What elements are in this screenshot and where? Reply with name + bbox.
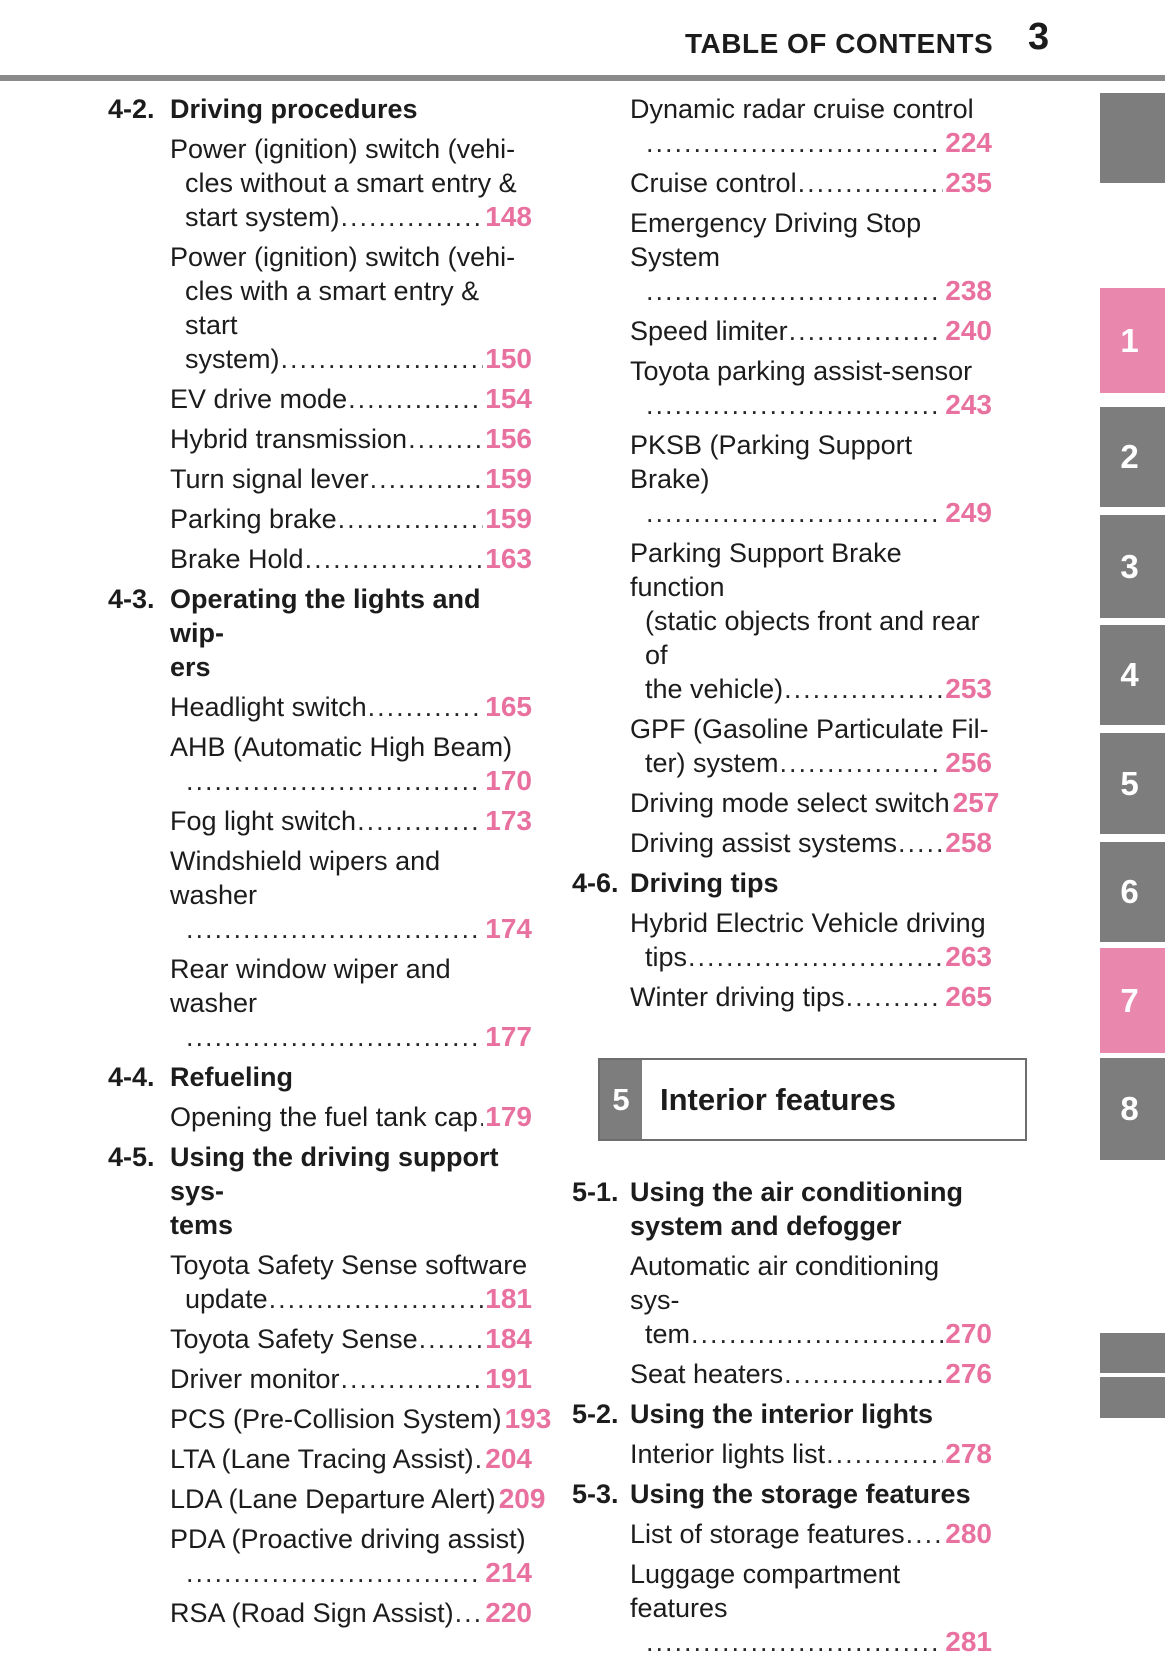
toc-entry-line	[630, 1317, 992, 1351]
toc-entry-line	[170, 542, 532, 576]
toc-entry-line: Windshield wipers and washer	[170, 846, 441, 910]
toc-entry-line	[170, 1442, 532, 1476]
toc-entry-line	[630, 1517, 992, 1551]
toc-entry-line	[170, 462, 532, 496]
toc-entry-line	[170, 1322, 532, 1356]
toc-entry	[630, 1249, 992, 1351]
toc-entry-line: PKSB (Parking Support Brake)	[630, 430, 913, 494]
toc-entry-line: Automatic air conditioning sys-	[630, 1251, 940, 1315]
toc-entry	[630, 314, 992, 348]
section-title: Using the driving support sys- tems	[170, 1142, 499, 1240]
toc-entry-line	[170, 1596, 532, 1630]
chapter-tab-blank	[1100, 93, 1165, 183]
page-ref: 249	[945, 497, 992, 528]
toc-entry-line	[170, 912, 532, 946]
toc-entry-line	[630, 826, 992, 860]
toc-entry-line: AHB (Automatic High Beam)	[170, 732, 513, 762]
page-ref: 240	[945, 315, 992, 346]
toc-entry	[630, 906, 992, 974]
toc-entry	[170, 1482, 546, 1516]
dot-leader	[186, 912, 483, 946]
section-title: Driving tips	[630, 868, 779, 898]
toc-entry-line	[630, 496, 992, 530]
toc-entry-line	[170, 1402, 552, 1436]
dot-leader	[269, 1282, 484, 1316]
page-ref: 148	[485, 201, 532, 232]
page-ref: 174	[485, 913, 532, 944]
toc-section	[572, 1175, 992, 1391]
toc-entry-line	[630, 980, 992, 1014]
toc-entry-line: Luggage compartment features	[630, 1559, 901, 1623]
page-ref: 253	[945, 673, 992, 704]
toc-entry-text: PCS (Pre-Collision System)	[170, 1404, 502, 1434]
section-entries	[170, 1100, 532, 1134]
chapter-tab-blank	[1100, 1377, 1165, 1418]
toc-entry	[170, 1362, 532, 1396]
dot-leader	[370, 462, 484, 496]
toc-entry	[170, 1522, 532, 1590]
page-ref: 177	[485, 1021, 532, 1052]
toc-entry	[170, 952, 532, 1054]
section-title: Using the storage features	[630, 1479, 971, 1509]
page-ref: 170	[485, 765, 532, 796]
toc-entry-line	[630, 166, 992, 200]
section-entries	[170, 132, 532, 576]
dot-leader	[186, 764, 483, 798]
page-ref: 165	[485, 691, 532, 722]
dot-leader	[357, 804, 483, 838]
page-ref: 159	[485, 503, 532, 534]
dot-leader	[646, 496, 943, 530]
toc-entry-line: PDA (Proactive driving assist)	[170, 1524, 526, 1554]
toc-entry	[630, 166, 992, 200]
dot-leader	[784, 1357, 943, 1391]
toc-entry-text: List of storage features	[630, 1519, 905, 1549]
toc-entry	[170, 132, 532, 234]
toc-entry-text: Fog light switch	[170, 806, 357, 836]
toc-entry-line: Emergency Driving Stop System	[630, 208, 922, 272]
toc-entry	[170, 1442, 532, 1476]
toc-entry	[170, 502, 532, 536]
page-ref: 150	[485, 343, 532, 374]
toc-section	[108, 1140, 552, 1630]
toc-section	[572, 1397, 992, 1471]
chapter-tab-blank	[1100, 1333, 1165, 1373]
dot-leader	[281, 342, 484, 376]
toc-right-column	[572, 92, 1000, 1653]
toc-entry-text: Driving mode select switch	[630, 788, 950, 818]
toc-entry-text: Turn signal lever	[170, 464, 369, 494]
toc-entry-line	[170, 690, 532, 724]
toc-entry-text: Toyota Safety Sense	[170, 1324, 418, 1354]
toc-entry-text: tem	[645, 1319, 691, 1349]
dot-leader	[646, 1625, 943, 1653]
page-ref: 209	[498, 1483, 546, 1514]
page-ref: 214	[485, 1557, 532, 1588]
toc-entry-line	[170, 1362, 532, 1396]
section-number: 4-5.	[108, 1142, 155, 1172]
toc-entry-line	[170, 804, 532, 838]
page-ref: 163	[485, 543, 532, 574]
dot-leader	[646, 274, 943, 308]
toc-entry	[630, 786, 1000, 820]
toc-entry-line	[170, 502, 532, 536]
toc-entry-line: Hybrid Electric Vehicle driving	[630, 908, 986, 938]
section-title: Using the air conditioning system and defogger	[630, 1177, 963, 1241]
dot-leader	[646, 388, 943, 422]
toc-entry-text: ter) system	[645, 748, 779, 778]
toc-section	[108, 582, 532, 1054]
page-ref: 270	[945, 1318, 992, 1349]
toc-entry	[170, 542, 532, 576]
toc-entry	[170, 462, 532, 496]
toc-entry	[630, 354, 992, 422]
toc-entry	[170, 690, 532, 724]
toc-entry	[170, 1322, 532, 1356]
section-number: 4-3.	[108, 584, 155, 614]
toc-entry	[170, 1248, 532, 1316]
toc-entry-text: Cruise control	[630, 168, 797, 198]
toc-entry	[170, 422, 532, 456]
toc-entry-line	[630, 940, 992, 974]
page-ref: 280	[945, 1518, 992, 1549]
toc-entry-text: Speed limiter	[630, 316, 788, 346]
toc-entry-text: RSA (Road Sign Assist)	[170, 1598, 454, 1628]
toc-entry-line	[170, 1282, 532, 1316]
section-entries	[630, 1437, 992, 1471]
chapter-tab-5: 5	[1100, 733, 1165, 834]
toc-entry-line: Toyota Safety Sense software	[170, 1250, 528, 1280]
toc-entry-text: LDA (Lane Departure Alert)	[170, 1484, 496, 1514]
toc-entry	[630, 1557, 992, 1653]
section-number: 4-2.	[108, 94, 155, 124]
toc-entry-line	[170, 1556, 532, 1590]
chapter-number: 5	[600, 1060, 642, 1139]
dot-leader	[186, 1020, 483, 1054]
toc-entry-text: Headlight switch	[170, 692, 367, 722]
toc-section	[572, 866, 992, 1014]
dot-leader	[906, 1517, 944, 1551]
toc-entry-line: cles without a smart entry &	[185, 168, 517, 198]
chapter-heading-box	[598, 1058, 1027, 1141]
toc-section	[572, 92, 1000, 860]
page-ref: 156	[485, 423, 532, 454]
section-number: 4-4.	[108, 1062, 155, 1092]
toc-entry-line	[170, 200, 532, 234]
toc-entry	[170, 240, 532, 376]
section-title: Driving procedures	[170, 94, 418, 124]
section-entries	[170, 690, 532, 1054]
toc-entry	[170, 382, 532, 416]
toc-entry-line	[630, 746, 992, 780]
toc-entry-line	[170, 1100, 532, 1134]
toc-entry-text: the vehicle)	[645, 674, 784, 704]
section-number: 5-3.	[572, 1479, 619, 1509]
dot-leader	[688, 940, 943, 974]
page-ref: 193	[504, 1403, 552, 1434]
toc-entry-text: Opening the fuel tank cap	[170, 1102, 478, 1132]
toc-entry	[630, 712, 992, 780]
dot-leader	[341, 200, 484, 234]
toc-entry-line	[630, 274, 992, 308]
dot-leader	[826, 1437, 943, 1471]
toc-entry-text: update	[185, 1284, 268, 1314]
dot-leader	[338, 502, 484, 536]
dot-leader	[646, 126, 943, 160]
dot-leader	[898, 826, 943, 860]
page-ref: 257	[952, 787, 1000, 818]
section-entries	[170, 1248, 552, 1630]
toc-entry-line	[630, 786, 1000, 820]
page-ref: 159	[485, 463, 532, 494]
toc-entry-line	[170, 342, 532, 376]
page-ref: 191	[485, 1363, 532, 1394]
section-number: 5-1.	[572, 1177, 619, 1207]
page-ref: 184	[485, 1323, 532, 1354]
toc-entry-line	[170, 764, 532, 798]
toc-entry-text: system)	[185, 344, 280, 374]
page-title: TABLE OF CONTENTS	[685, 28, 994, 59]
toc-entry-text: Parking brake	[170, 504, 337, 534]
toc-entry	[630, 536, 992, 706]
dot-leader	[368, 690, 484, 724]
toc-entry	[630, 1357, 992, 1391]
toc-entry-line: Power (ignition) switch (vehi-	[170, 134, 516, 164]
toc-entry	[170, 804, 532, 838]
dot-leader	[341, 1362, 484, 1396]
chapter-tab-4: 4	[1100, 625, 1165, 725]
toc-section	[108, 92, 532, 576]
section-number: 5-2.	[572, 1399, 619, 1429]
dot-leader	[305, 542, 484, 576]
toc-entry-text: Seat heaters	[630, 1359, 784, 1389]
page-ref: 235	[945, 167, 992, 198]
toc-entry	[170, 1596, 532, 1630]
dot-leader	[479, 1100, 484, 1134]
toc-entry	[630, 826, 992, 860]
toc-entry-text: start system)	[185, 202, 340, 232]
toc-entry-line	[630, 1357, 992, 1391]
dot-leader	[789, 314, 944, 348]
section-number: 4-6.	[572, 868, 619, 898]
toc-entry-line	[630, 1437, 992, 1471]
dot-leader	[846, 980, 944, 1014]
toc-entry-line: (static objects front and rear of	[645, 606, 980, 670]
dot-leader	[408, 422, 483, 456]
toc-entry-text: Driver monitor	[170, 1364, 340, 1394]
page-ref: 179	[485, 1101, 532, 1132]
toc-entry-text: tips	[645, 942, 688, 972]
toc-entry	[170, 844, 532, 946]
page-ref: 276	[945, 1358, 992, 1389]
page-ref: 263	[945, 941, 992, 972]
page-ref: 243	[945, 389, 992, 420]
dot-leader	[186, 1556, 483, 1590]
chapter-tab-8: 8	[1100, 1058, 1165, 1160]
dot-leader	[419, 1322, 484, 1356]
toc-section	[572, 1477, 992, 1653]
toc-left-column	[108, 92, 552, 1636]
toc-entry-text: Driving assist systems	[630, 828, 898, 858]
page-ref: 173	[485, 805, 532, 836]
toc-entry	[630, 980, 992, 1014]
dot-leader	[475, 1442, 484, 1476]
toc-entry-line: GPF (Gasoline Particulate Fil-	[630, 714, 989, 744]
page-ref: 281	[945, 1626, 992, 1653]
toc-entry-line: Toyota parking assist-sensor	[630, 356, 973, 386]
toc-entry-line	[630, 388, 992, 422]
page-ref: 154	[485, 383, 532, 414]
chapter-tab-7: 7	[1100, 948, 1165, 1053]
section-title: Using the interior lights	[630, 1399, 934, 1429]
toc-entry	[170, 1100, 532, 1134]
toc-entry-line: cles with a smart entry & start	[185, 276, 480, 340]
toc-section	[108, 1060, 532, 1134]
dot-leader	[455, 1596, 484, 1630]
chapter-tab-6: 6	[1100, 842, 1165, 942]
toc-entry-text: Hybrid transmission	[170, 424, 408, 454]
toc-entry	[630, 206, 992, 308]
toc-entry-line	[630, 126, 992, 160]
toc-entry-line	[170, 1020, 532, 1054]
chapter-tab-3: 3	[1100, 515, 1165, 618]
toc-entry	[170, 730, 532, 798]
section-entries	[630, 1249, 992, 1391]
chapter-tab-2: 2	[1100, 407, 1165, 507]
page-ref: 238	[945, 275, 992, 306]
toc-entry-line	[630, 1625, 992, 1653]
dot-leader	[798, 166, 944, 200]
toc-entry-line: Power (ignition) switch (vehi-	[170, 242, 516, 272]
toc-entry	[630, 1437, 992, 1471]
toc-entry-text: Brake Hold	[170, 544, 304, 574]
toc-entry-text: Winter driving tips	[630, 982, 845, 1012]
toc-entry-text: Interior lights list	[630, 1439, 826, 1469]
section-title: Refueling	[170, 1062, 294, 1092]
toc-entry-line: Parking Support Brake function	[630, 538, 902, 602]
dot-leader	[348, 382, 483, 416]
toc-entry	[630, 92, 992, 160]
toc-entry-line: Rear window wiper and washer	[170, 954, 451, 1018]
page-number: 3	[1028, 16, 1050, 58]
toc-entry	[630, 1517, 992, 1551]
page-ref: 220	[485, 1597, 532, 1628]
toc-entry-text: EV drive mode	[170, 384, 348, 414]
page-ref: 265	[945, 981, 992, 1012]
toc-entry-text: LTA (Lane Tracing Assist)	[170, 1444, 474, 1474]
chapter-title: Interior features	[660, 1081, 897, 1117]
toc-entry-line	[630, 314, 992, 348]
page-ref: 224	[945, 127, 992, 158]
section-entries	[630, 92, 1000, 860]
page-ref: 278	[945, 1438, 992, 1469]
page-ref: 258	[945, 827, 992, 858]
section-title: Operating the lights and wip- ers	[170, 584, 481, 682]
section-entries	[630, 1517, 992, 1653]
toc-entry-line	[170, 1482, 546, 1516]
toc-entry-line	[170, 422, 532, 456]
toc-entry-line	[170, 382, 532, 416]
dot-leader	[784, 672, 943, 706]
toc-entry	[170, 1402, 552, 1436]
page-ref: 256	[945, 747, 992, 778]
toc-entry-line: Dynamic radar cruise control	[630, 94, 974, 124]
page-ref: 181	[485, 1283, 532, 1314]
section-entries	[630, 906, 992, 1014]
toc-entry	[630, 428, 992, 530]
dot-leader	[780, 746, 944, 780]
toc-entry-line	[630, 672, 992, 706]
page-ref: 204	[485, 1443, 532, 1474]
dot-leader	[691, 1317, 943, 1351]
chapter-tab-1: 1	[1100, 288, 1165, 393]
header-rule	[0, 75, 1165, 81]
